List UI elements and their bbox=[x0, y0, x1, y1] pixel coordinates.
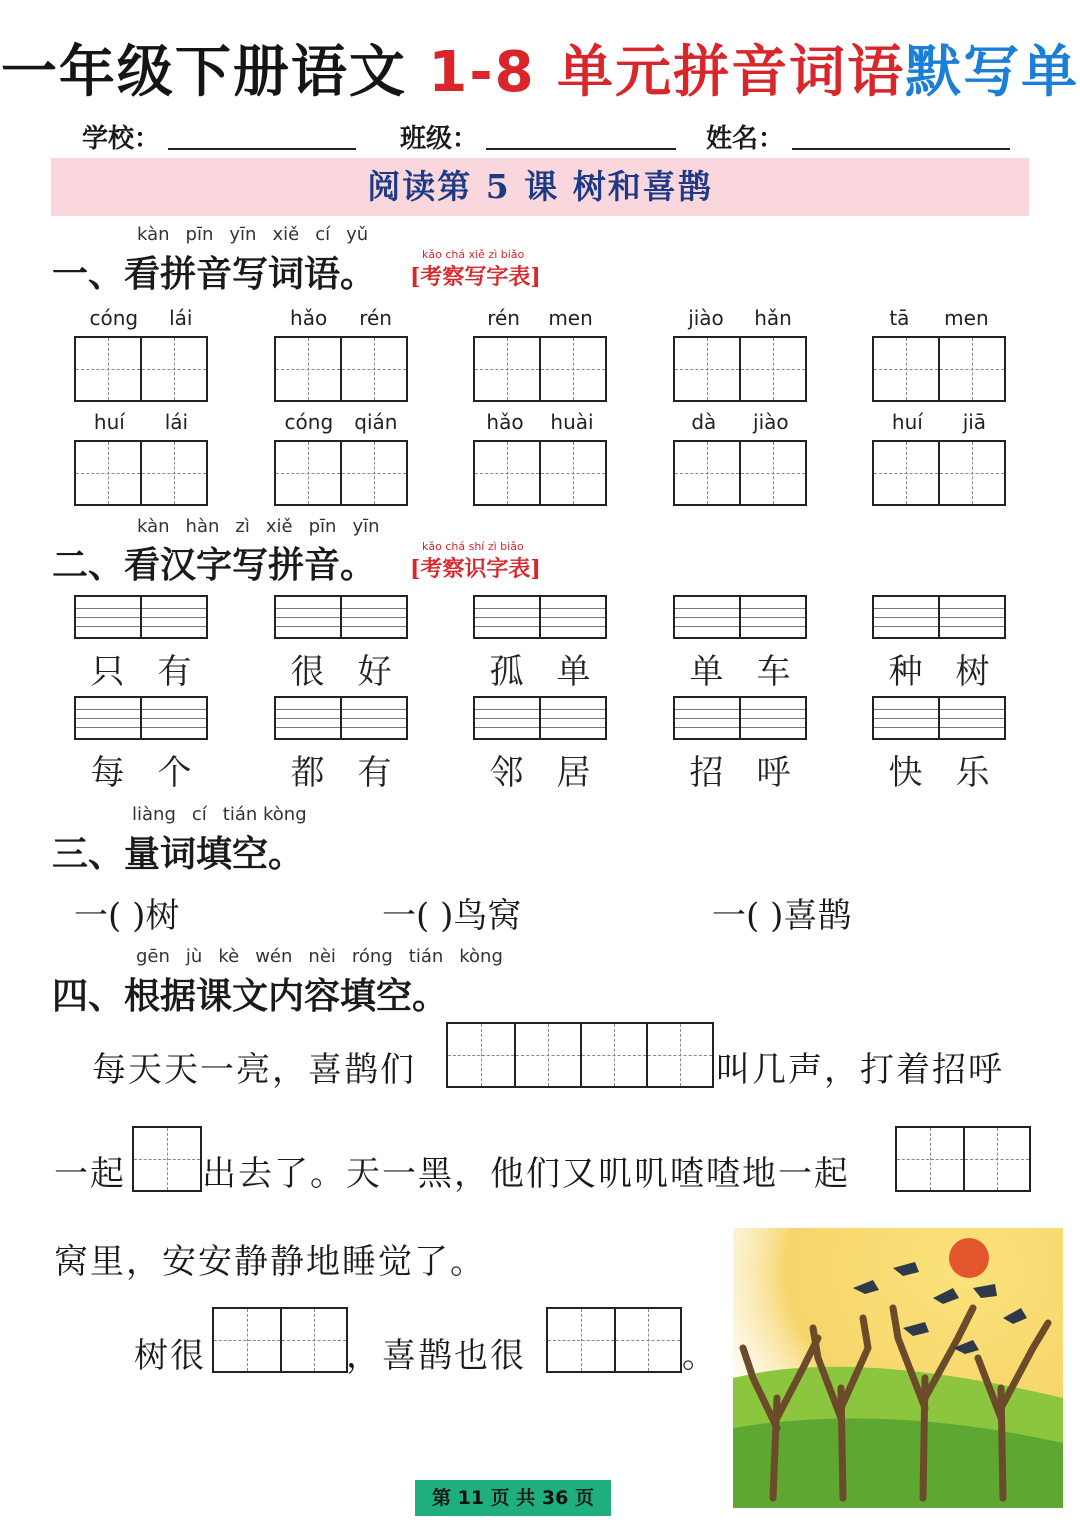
writing-grid[interactable] bbox=[74, 336, 208, 402]
hanzi-word: 只 有 bbox=[90, 652, 192, 692]
hanzi-word: 种 树 bbox=[888, 652, 990, 692]
passage-text: 叫几声，打着招呼 bbox=[716, 1050, 1004, 1090]
pinyin-box[interactable] bbox=[74, 595, 208, 639]
writing-grid[interactable] bbox=[473, 440, 607, 506]
school-label: 学校： bbox=[82, 124, 161, 154]
pinyin-box[interactable] bbox=[872, 595, 1006, 639]
pinyin-box[interactable] bbox=[673, 696, 807, 740]
section3-heading: 三、量词填空。 bbox=[52, 833, 305, 875]
writing-grid[interactable] bbox=[673, 336, 807, 402]
answer-grid[interactable] bbox=[895, 1126, 1031, 1192]
class-label: 班级： bbox=[400, 124, 479, 154]
pinyin-word: cóng lái bbox=[89, 306, 193, 330]
pinyin-word: hǎo huài bbox=[486, 410, 594, 434]
writing-grid[interactable] bbox=[74, 440, 208, 506]
hanzi-word: 都 有 bbox=[290, 753, 392, 793]
section2-heading: 二、看汉字写拼音。 bbox=[52, 544, 377, 586]
section4-heading: 四、根据课文内容填空。 bbox=[52, 975, 449, 1017]
pinyin-word: jiào hǎn bbox=[688, 306, 792, 330]
writing-grid[interactable] bbox=[274, 336, 408, 402]
writing-grid[interactable] bbox=[274, 440, 408, 506]
page-number-badge: 第 11 页 共 36 页 bbox=[415, 1480, 611, 1516]
passage-text: 一起 bbox=[54, 1154, 126, 1194]
pinyin-word: dà jiào bbox=[691, 410, 789, 434]
measure-word-blank[interactable]: 一( )鸟窝 bbox=[382, 896, 522, 936]
lesson-banner: 阅读第 5 课 树和喜鹊 bbox=[51, 158, 1029, 216]
section1-pinyin: kàn pīn yīn xiě cí yǔ bbox=[137, 224, 369, 245]
section1-heading: 一、看拼音写词语。 bbox=[52, 253, 377, 295]
title-part-grade: 一年级下册语文 bbox=[0, 40, 407, 105]
writing-grid[interactable] bbox=[673, 440, 807, 506]
pinyin-box[interactable] bbox=[872, 696, 1006, 740]
section1-tag-pinyin: kǎo chá xiě zì biǎo bbox=[422, 248, 525, 261]
section2-pinyin: kàn hàn zì xiě pīn yīn bbox=[137, 516, 380, 537]
hanzi-word: 很 好 bbox=[290, 652, 392, 692]
section1-tag: [考察写字表] bbox=[410, 264, 541, 290]
hanzi-word: 快 乐 bbox=[888, 753, 990, 793]
pinyin-word: tā men bbox=[889, 306, 989, 330]
passage-text: 。 bbox=[682, 1336, 718, 1376]
passage-text: 每天天一亮，喜鹊们 bbox=[92, 1050, 416, 1090]
pinyin-word: huí lái bbox=[93, 410, 189, 434]
section2-tag: [考察识字表] bbox=[410, 556, 541, 582]
pinyin-word: hǎo rén bbox=[290, 306, 392, 330]
answer-grid[interactable] bbox=[446, 1022, 714, 1088]
pinyin-box[interactable] bbox=[74, 696, 208, 740]
pinyin-box[interactable] bbox=[473, 696, 607, 740]
passage-text: 树很 bbox=[134, 1336, 206, 1376]
passage-text: 窝里，安安静静地睡觉了。 bbox=[54, 1242, 486, 1282]
writing-grid[interactable] bbox=[872, 440, 1006, 506]
hanzi-word: 孤 单 bbox=[489, 652, 591, 692]
answer-grid[interactable] bbox=[212, 1307, 348, 1373]
pinyin-word: cóng qián bbox=[284, 410, 398, 434]
trees-and-magpies-illustration bbox=[733, 1228, 1063, 1508]
pinyin-box[interactable] bbox=[473, 595, 607, 639]
pinyin-word: rén men bbox=[487, 306, 593, 330]
pinyin-box[interactable] bbox=[274, 595, 408, 639]
hanzi-word: 招 呼 bbox=[689, 753, 791, 793]
pinyin-box[interactable] bbox=[673, 595, 807, 639]
writing-grid[interactable] bbox=[872, 336, 1006, 402]
pinyin-word: huí jiā bbox=[891, 410, 987, 434]
writing-grid[interactable] bbox=[473, 336, 607, 402]
pinyin-box[interactable] bbox=[274, 696, 408, 740]
answer-grid[interactable] bbox=[546, 1307, 682, 1373]
passage-text: 出去了。天一黑，他们又叽叽喳喳地一起 bbox=[202, 1154, 850, 1194]
measure-word-blank[interactable]: 一( )喜鹊 bbox=[712, 896, 852, 936]
school-field[interactable] bbox=[168, 148, 356, 150]
measure-word-blank[interactable]: 一( )树 bbox=[74, 896, 180, 936]
title-part-sheet: 默写单 bbox=[905, 40, 1080, 105]
name-label: 姓名： bbox=[706, 124, 785, 154]
class-field[interactable] bbox=[486, 148, 676, 150]
page-title bbox=[0, 28, 1080, 108]
hanzi-word: 邻 居 bbox=[489, 753, 591, 793]
hanzi-word: 单 车 bbox=[689, 652, 791, 692]
passage-text: ，喜鹊也很 bbox=[346, 1336, 526, 1376]
section3-pinyin: liàng cí tián kòng bbox=[132, 804, 307, 825]
answer-grid[interactable] bbox=[132, 1126, 202, 1192]
name-field[interactable] bbox=[792, 148, 1010, 150]
section4-pinyin: gēn jù kè wén nèi róng tián kòng bbox=[136, 946, 503, 967]
hanzi-word: 每 个 bbox=[90, 753, 192, 793]
section2-tag-pinyin: kǎo chá shí zì biǎo bbox=[422, 540, 524, 553]
title-part-units: 1-8 单元拼音词语 bbox=[428, 40, 906, 105]
